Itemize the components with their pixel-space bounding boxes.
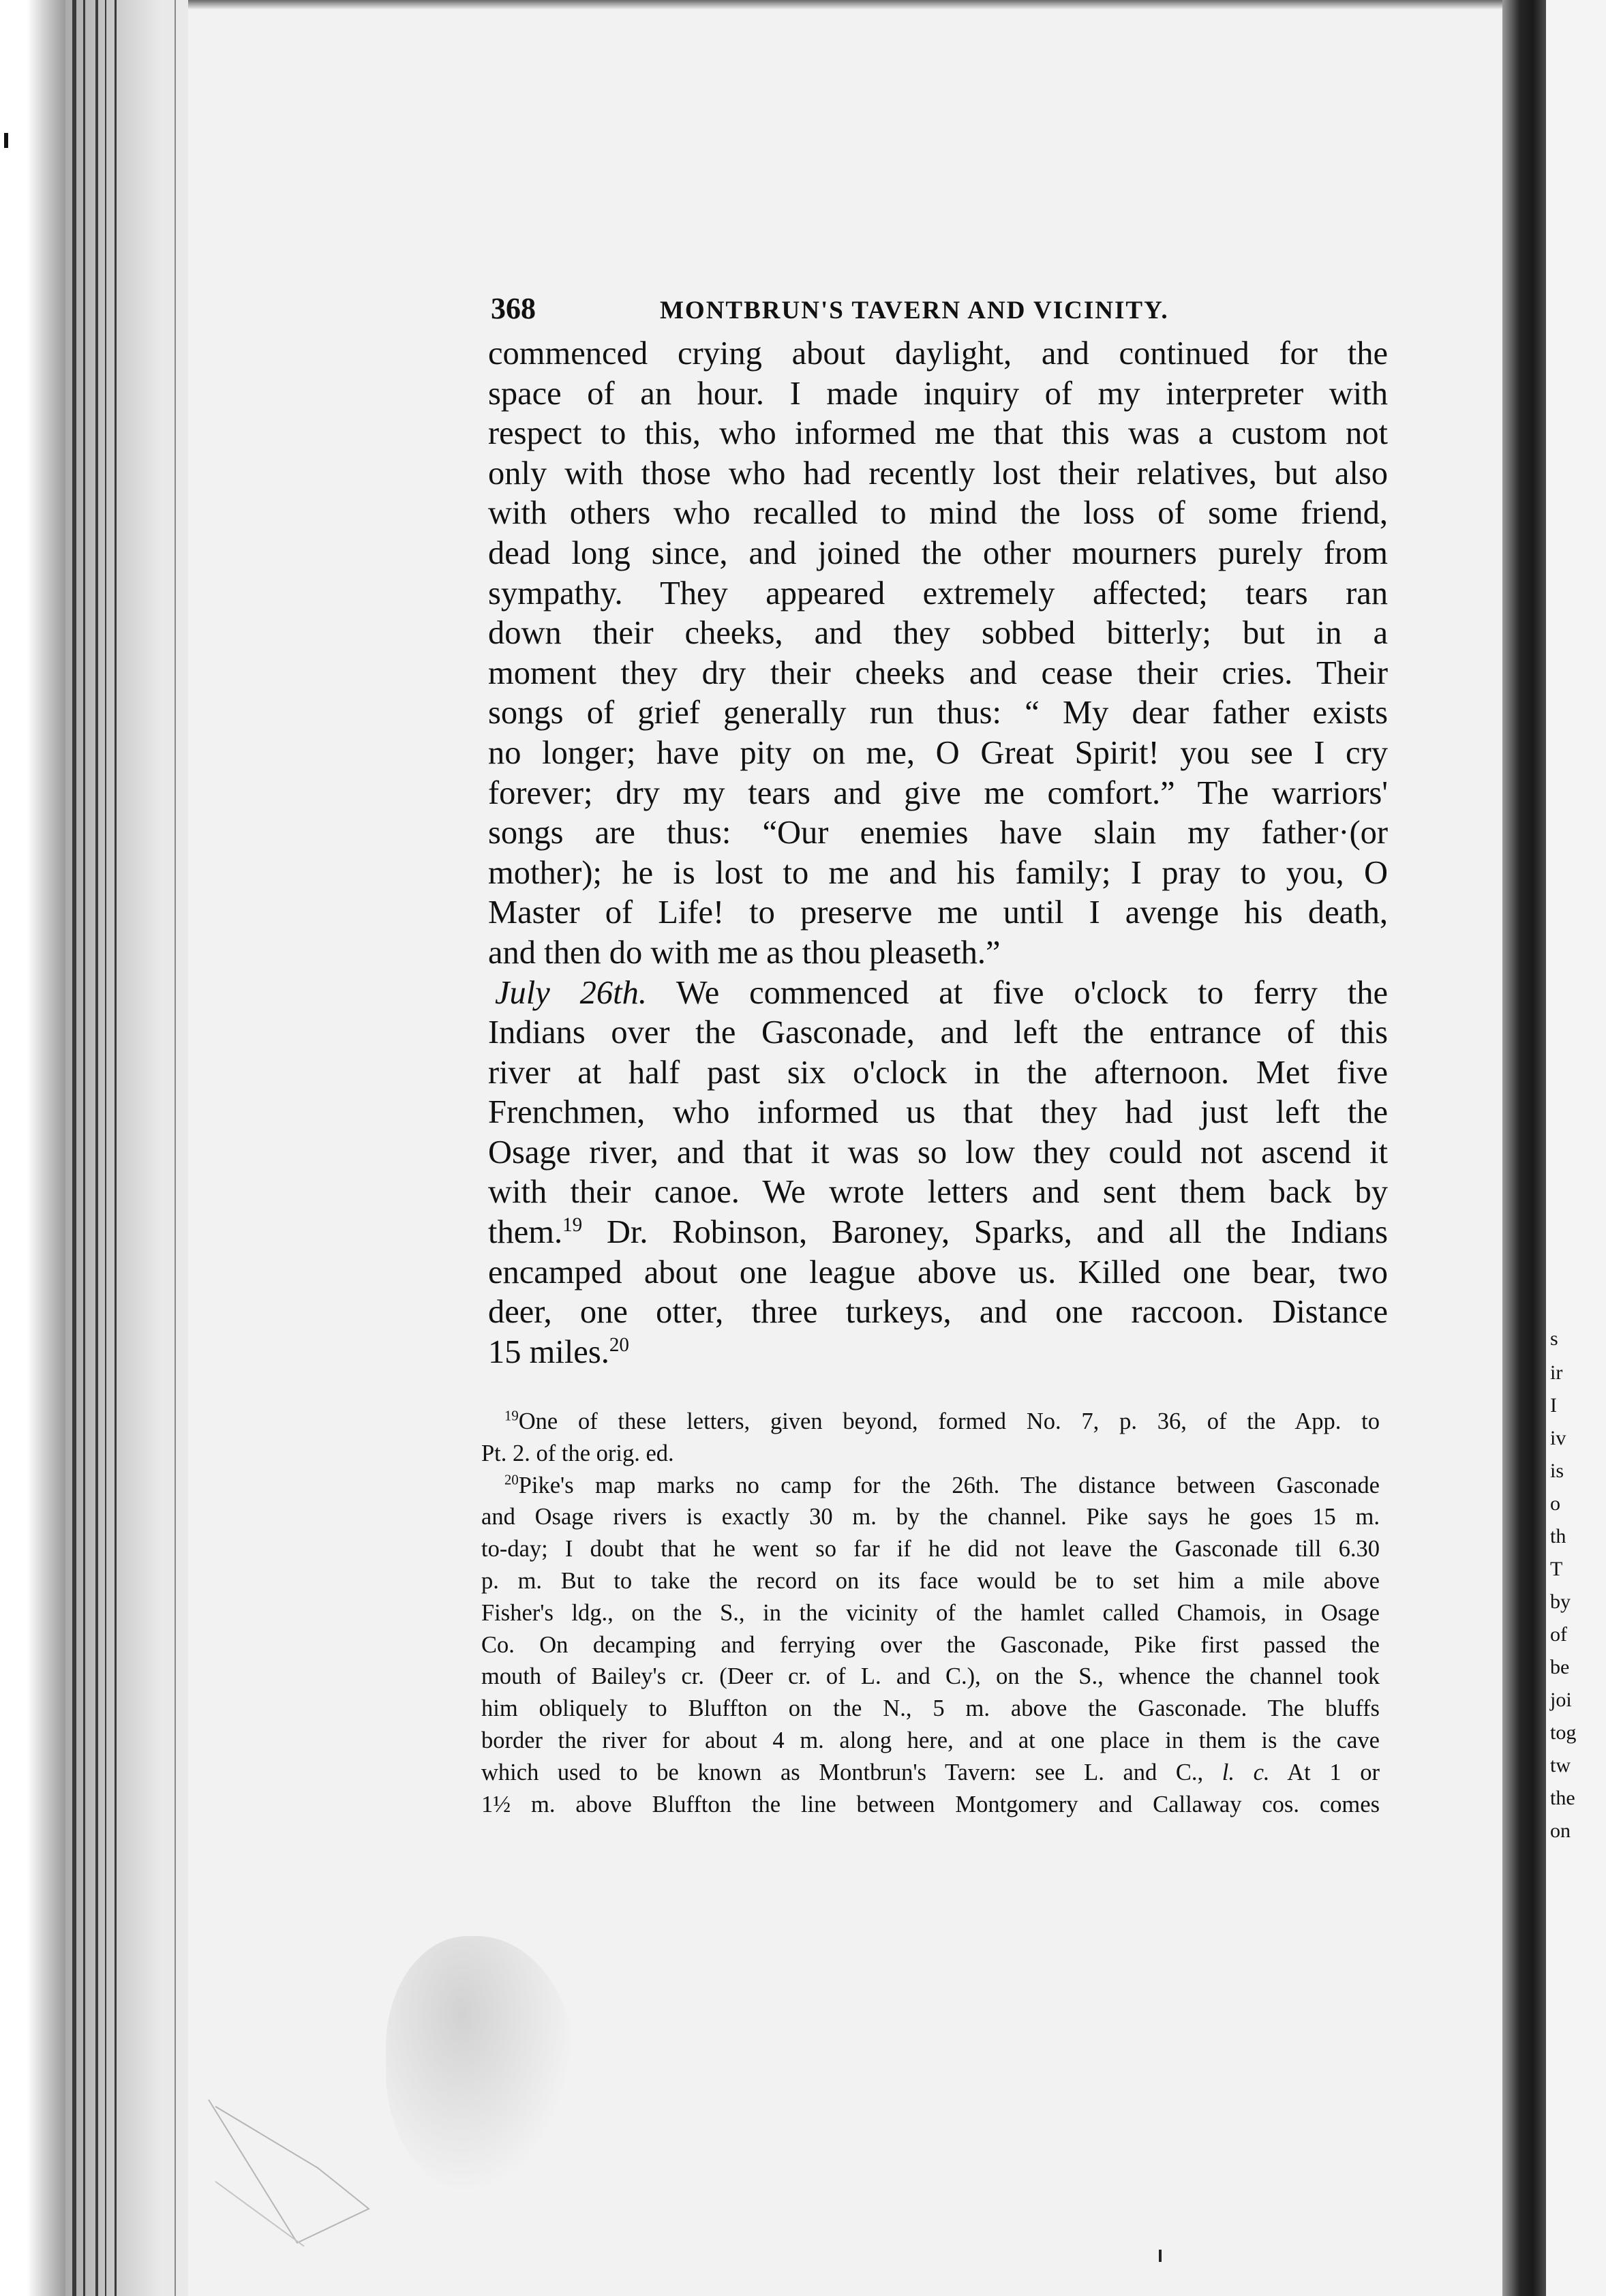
- dated-entry-line: [488, 973, 1388, 1014]
- body-line: with their canoe. We wrote letters and sent them back by: [488, 1174, 1388, 1211]
- body-line: commenced crying about daylight, and continued for the: [488, 335, 1388, 372]
- facing-page-text-fragment: of: [1550, 1623, 1567, 1646]
- scan-speck: [1159, 2250, 1162, 2262]
- footnote-line: border the river for about 4 m. along here, and at one place in them is the cave: [481, 1727, 1380, 1753]
- book-binding: [65, 0, 188, 2296]
- footnote-text: At 1 or: [1287, 1759, 1380, 1785]
- footnote-line: to-day; I doubt that he went so far if he did not leave the Gasconade till 6.30: [481, 1536, 1380, 1562]
- footnote-line: and Osage rivers is exactly 30 m. by the channel. Pike says he goes 15 m.: [481, 1504, 1380, 1530]
- footnote-line: p. m. But to take the record on its face would be to set him a mile above: [481, 1567, 1380, 1594]
- footnote-text: which used to be known as Montbrun's Tavern: see L. and C.,: [481, 1759, 1204, 1785]
- date-label: July 26th.: [495, 974, 647, 1011]
- footnote-line: 1½ m. above Bluffton the line between Montgomery and Callaway cos. comes: [481, 1791, 1380, 1817]
- body-line: encamped about one league above us. Killed one bear, two: [488, 1254, 1388, 1290]
- scan-left-edge: [0, 0, 65, 2296]
- body-line-with-note: [488, 1333, 1388, 1373]
- body-line: deer, one otter, three turkeys, and one raccoon. Distance: [488, 1294, 1388, 1331]
- footnote-20: [481, 1470, 1380, 1502]
- binding-line: [95, 0, 98, 2296]
- facing-page-text-fragment: tog: [1550, 1721, 1577, 1744]
- binding-line: [115, 0, 117, 2296]
- footnotes: [481, 1406, 1380, 1820]
- body-text-fragment: Dr. Robinson, Baroney, Sparks, and all the Indians: [582, 1214, 1388, 1251]
- body-text: [488, 334, 1388, 1372]
- body-line: Osage river, and that it was so low they could not ascend it: [488, 1134, 1388, 1170]
- facing-page-text-fragment: the: [1550, 1787, 1575, 1809]
- page-number: 368: [491, 292, 536, 325]
- facing-page-text-fragment: ir: [1550, 1361, 1563, 1384]
- footnote-text: Pike's map marks no camp for the 26th. The distance between Gasconade: [518, 1472, 1380, 1498]
- page-corner-fold: [202, 2045, 447, 2250]
- binding-line: [175, 0, 176, 2296]
- facing-page-text-fragment: on: [1550, 1819, 1571, 1842]
- footnote-text: One of these letters, given beyond, formed No. 7, p. 36, of the App. to: [518, 1408, 1380, 1434]
- binding-shadow: [65, 0, 161, 2296]
- facing-page-text-fragment: joi: [1550, 1689, 1572, 1711]
- facing-page-text-fragment: tw: [1550, 1754, 1571, 1777]
- body-line: Frenchmen, who informed us that they had just left the: [488, 1094, 1388, 1131]
- body-line: respect to this, who informed me that this was a custom not: [488, 415, 1388, 452]
- footnote-line: Co. On decamping and ferrying over the Gasconade, Pike first passed the: [481, 1631, 1380, 1658]
- facing-page-text-fragment: by: [1550, 1590, 1571, 1613]
- body-line-with-note: [488, 1213, 1388, 1253]
- facing-page-text-fragment: th: [1550, 1525, 1566, 1547]
- facing-page-text-fragment: T: [1550, 1558, 1563, 1580]
- body-line: forever; dry my tears and give me comfort.” The warriors': [488, 774, 1388, 811]
- footnote-ref-20: 20: [609, 1333, 629, 1356]
- binding-line: [105, 0, 106, 2296]
- body-line: no longer; have pity on me, O Great Spirit! you see I cry: [488, 734, 1388, 771]
- body-line: dead long since, and joined the other mourners purely from: [488, 534, 1388, 571]
- footnote-line: Fisher's ldg., on the S., in the vicinity of the hamlet called Chamois, in Osage: [481, 1599, 1380, 1626]
- body-line: sympathy. They appeared extremely affected; tears ran: [488, 575, 1388, 611]
- body-line: only with those who had recently lost their relatives, but also: [488, 455, 1388, 492]
- binding-line: [83, 0, 85, 2296]
- footnote-citation: l. c.: [1222, 1759, 1270, 1785]
- body-text-fragment: 15 miles.: [488, 1333, 609, 1370]
- facing-page-text-fragment: iv: [1550, 1427, 1566, 1449]
- body-line: Indians over the Gasconade, and left the entrance of this: [488, 1014, 1388, 1051]
- body-text-fragment: We commenced at five o'clock to ferry the: [676, 974, 1388, 1011]
- facing-page-text-fragment: is: [1550, 1460, 1564, 1482]
- footnote-line: Pt. 2. of the orig. ed.: [481, 1440, 674, 1466]
- footnote-marker: 20: [504, 1472, 519, 1488]
- body-line: river at half past six o'clock in the afternoon. Met five: [488, 1054, 1388, 1091]
- footnote-marker: 19: [504, 1408, 519, 1424]
- facing-page-fragment: [1546, 0, 1606, 2296]
- footnote-ref-19: 19: [562, 1213, 583, 1236]
- running-title: MONTBRUN'S TAVERN AND VICINITY.: [660, 297, 1169, 324]
- body-line: mother); he is lost to me and his family; I pray to you, O: [488, 854, 1388, 891]
- body-line: with others who recalled to mind the loss of some friend,: [488, 495, 1388, 532]
- scan-speck: [4, 133, 8, 148]
- body-text-fragment: them.: [488, 1214, 563, 1251]
- body-line: Master of Life! to preserve me until I avenge his death,: [488, 894, 1388, 931]
- footnote-19: [481, 1406, 1380, 1438]
- facing-page-text-fragment: I: [1550, 1394, 1557, 1417]
- footnote-line: him obliquely to Bluffton on the N., 5 m. above the Gasconade. The bluffs: [481, 1695, 1380, 1722]
- top-shadow: [188, 0, 1502, 10]
- body-line: moment they dry their cheeks and cease their cries. Their: [488, 654, 1388, 691]
- facing-page-text-fragment: o: [1550, 1492, 1560, 1515]
- footnote-line: [481, 1757, 1380, 1789]
- body-line: space of an hour. I made inquiry of my interpreter with: [488, 375, 1388, 412]
- running-head: [491, 285, 1377, 333]
- facing-page-text-fragment: be: [1550, 1656, 1570, 1678]
- body-line: songs are thus: “Our enemies have slain my father·(or: [488, 815, 1388, 851]
- body-line: songs of grief generally run thus: “ My dear father exists: [488, 695, 1388, 731]
- facing-page-text-fragment: s: [1550, 1327, 1558, 1350]
- footnote-line: mouth of Bailey's cr. (Deer cr. of L. and C.), on the S., whence the channel took: [481, 1663, 1380, 1690]
- binding-line: [72, 0, 76, 2296]
- body-line: down their cheeks, and they sobbed bitterly; but in a: [488, 615, 1388, 652]
- body-line: and then do with me as thou pleaseth.”: [488, 934, 1001, 971]
- page-gutter: [1502, 0, 1546, 2296]
